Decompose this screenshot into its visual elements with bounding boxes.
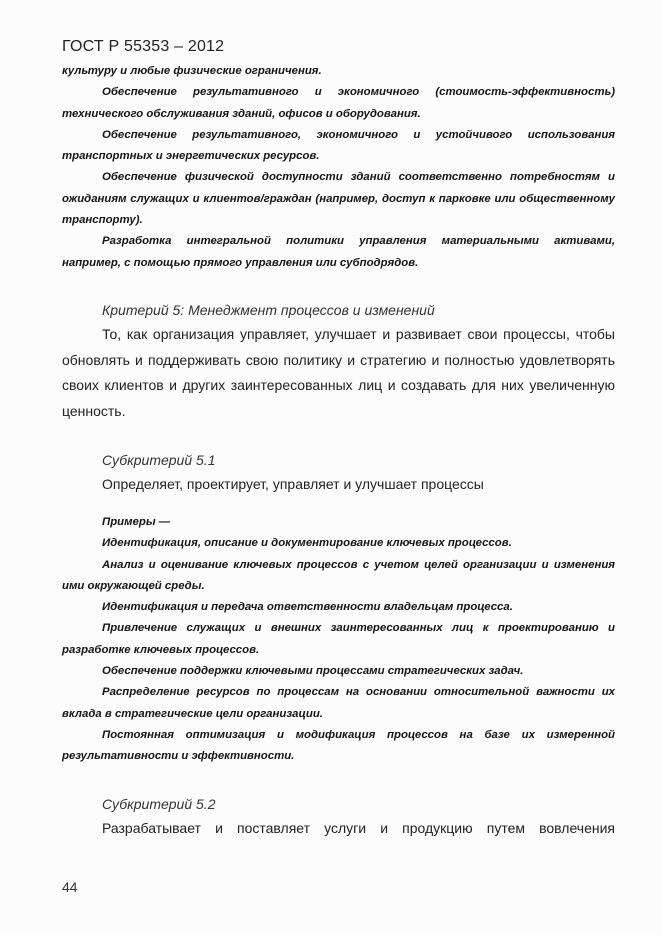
example-item: Постоянная оптимизация и модификация процессов на базе их измеренной результативности и эффективности. xyxy=(62,728,615,763)
subcriterion-5-2-section xyxy=(62,792,615,842)
subcriterion-title: Субкритерий 5.1 xyxy=(102,452,216,468)
subcriterion-text: Определяет, проектирует, управляет и улучшает процессы xyxy=(102,476,484,492)
subcriterion-5-1-section xyxy=(62,448,615,498)
example-item: Привлечение служащих и внешних заинтересованных лиц к проектированию и разработке ключевых процессов. xyxy=(62,622,615,656)
top-item: Обеспечение физической доступности зданий соответственно потребностям и ожиданиям служащих и клиентов/граждан (например, доступ к парковке или общественному транспорту). xyxy=(62,171,615,227)
examples-block xyxy=(62,512,615,768)
top-item: Обеспечение результативного и экономичного (стоимость-эффективность) технического обслуживания зданий, офисов и оборудования. xyxy=(62,86,615,120)
subcriterion-title: Субкритерий 5.2 xyxy=(102,796,216,812)
example-item: Анализ и оценивание ключевых процессов с учетом целей организации и изменения ими окружающей среды. xyxy=(62,558,615,592)
examples-label: Примеры — xyxy=(102,516,171,528)
subcriterion-text: Разрабатывает и поставляет услуги и продукцию путем вовлечения xyxy=(102,820,615,836)
page-number: 44 xyxy=(62,879,78,895)
top-item: Обеспечение результативного, экономичного и устойчивого использования транспортных и энергетических ресурсов. xyxy=(62,128,615,163)
example-item: Обеспечение поддержки ключевыми процессами стратегических задач. xyxy=(102,665,524,678)
top-item: культуру и любые физические ограничения. xyxy=(62,65,322,77)
criterion-5-section xyxy=(62,298,615,424)
criterion-title: Критерий 5: Менеджмент процессов и изменений xyxy=(102,302,435,318)
criterion-text: То, как организация управляет, улучшает и развивает свои процессы, чтобы обновлять и поддерживать свою политику и стратегию и полностью удовлетворять своих клиентов и других заинтересованных лиц и создавать для них увеличенную ценность. xyxy=(62,326,615,419)
example-item: Идентификация, описание и документирование ключевых процессов. xyxy=(102,537,512,550)
top-items-block xyxy=(62,61,615,274)
example-item: Идентификация и передача ответственности владельцам процесса. xyxy=(102,601,513,614)
top-item: Разработка интегральной политики управления материальными активами, например, с помощью прямого управления или субподрядов. xyxy=(62,235,615,269)
document-header: ГОСТ Р 55353 – 2012 xyxy=(62,38,225,55)
example-item: Распределение ресурсов по процессам на основании относительной важности их вклада в стратегические цели организации. xyxy=(62,686,615,720)
